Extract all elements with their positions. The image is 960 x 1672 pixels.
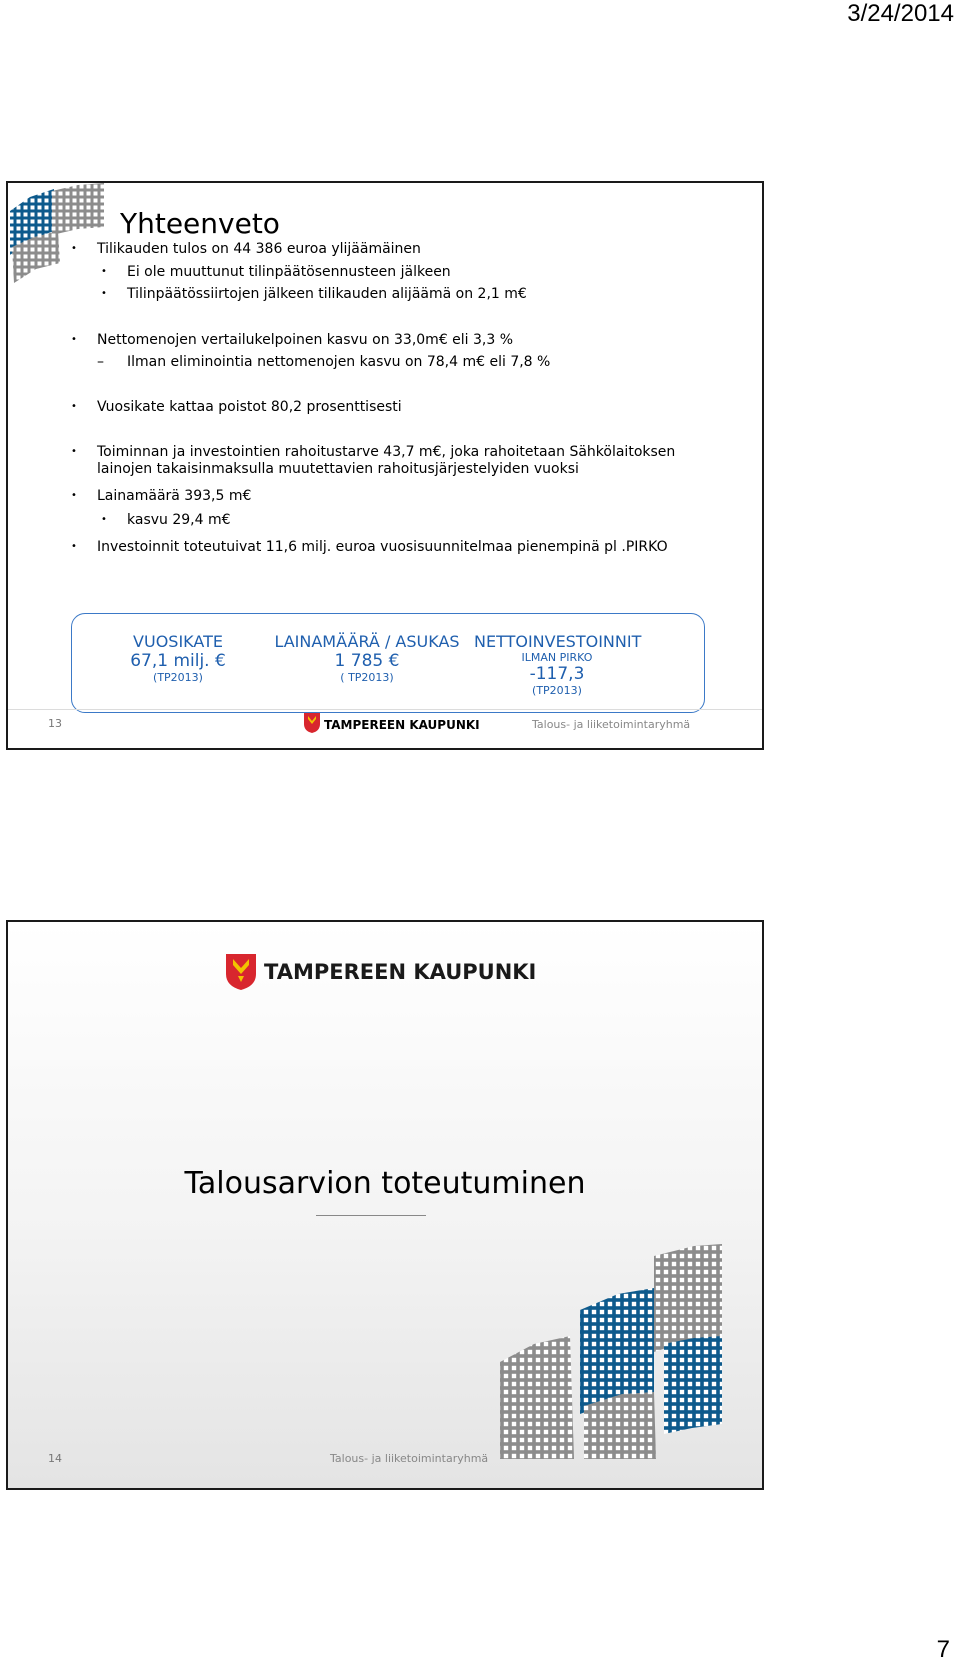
subbullet-net-growth: – Ilman eliminointia nettomenojen kasvu on 78,4 m€ eli 7,8 % <box>127 353 550 371</box>
coat-of-arms-icon <box>226 954 256 990</box>
subbullet-loan-growth: • kasvu 29,4 m€ <box>127 511 231 529</box>
bullet-investments: • Investoinnit toteutuivat 11,6 milj. euroa vuosisuunnitelmaa pienempinä pl .PIRKO <box>97 538 668 556</box>
page-date: 3/24/2014 <box>847 0 954 27</box>
page-number: 7 <box>936 1636 950 1663</box>
kpi-heading: LAINAMÄÄRÄ / ASUKAS <box>274 632 460 651</box>
slide-number: 14 <box>48 1452 62 1465</box>
bullet-net-expenses: • Nettomenojen vertailukelpoinen kasvu on 33,0m€ eli 3,3 % <box>97 331 513 349</box>
slide-title: Talousarvion toteutuminen <box>184 1166 586 1201</box>
footer-text: Talous- ja liiketoimintaryhmä <box>330 1452 489 1465</box>
bullet-operating-margin: • Vuosikate kattaa poistot 80,2 prosenttisesti <box>97 398 402 416</box>
bullet-financing-need: • Toiminnan ja investointien rahoitustarve 43,7 m€, joka rahoitetaan Sähkölaitoksen <box>97 443 675 461</box>
kpi-panel <box>71 613 705 713</box>
title-underline <box>316 1215 426 1216</box>
kpi-note: (TP2013) <box>532 684 582 697</box>
kpi-heading: VUOSIKATE <box>133 632 223 651</box>
slide-number: 13 <box>48 717 62 730</box>
kpi-subheading: ILMAN PIRKO <box>521 651 593 664</box>
kpi-note: (TP2013) <box>153 671 203 684</box>
bullet-result: • Tilikauden tulos on 44 386 euroa ylijäämäinen <box>97 240 421 258</box>
bullet-financing-need-cont: lainojen takaisinmaksulla muutettavien rahoitusjärjestelyiden vuoksi <box>97 461 579 477</box>
kpi-value: 1 785 € <box>334 651 400 671</box>
logo-text: TAMPEREEN KAUPUNKI <box>324 718 480 732</box>
kpi-lainamaara <box>272 632 462 684</box>
subbullet-forecast: • Ei ole muuttunut tilinpäätösennusteen jälkeen <box>127 263 451 281</box>
kpi-nettoinvestoinnit <box>474 632 640 697</box>
kpi-value: 67,1 milj. € <box>130 651 226 671</box>
footer-text: Talous- ja liiketoimintaryhmä <box>532 718 691 731</box>
slide-13 <box>6 181 764 750</box>
kpi-vuosikate <box>108 632 248 684</box>
coat-of-arms-icon <box>304 713 320 733</box>
bullet-loan-amount: • Lainamäärä 393,5 m€ <box>97 487 251 505</box>
slide-title: Yhteenveto <box>120 207 280 240</box>
footer-divider <box>8 709 762 710</box>
kpi-value: -117,3 <box>529 664 585 684</box>
subbullet-deficit: • Tilinpäätössiirtojen jälkeen tilikauden alijäämä on 2,1 m€ <box>127 285 527 303</box>
logo-text: TAMPEREEN KAUPUNKI <box>264 960 537 984</box>
skyline-pattern-icon <box>494 1244 724 1459</box>
slide-14 <box>6 920 764 1490</box>
kpi-heading: NETTOINVESTOINNIT <box>474 632 642 651</box>
kpi-note: ( TP2013) <box>340 671 394 684</box>
